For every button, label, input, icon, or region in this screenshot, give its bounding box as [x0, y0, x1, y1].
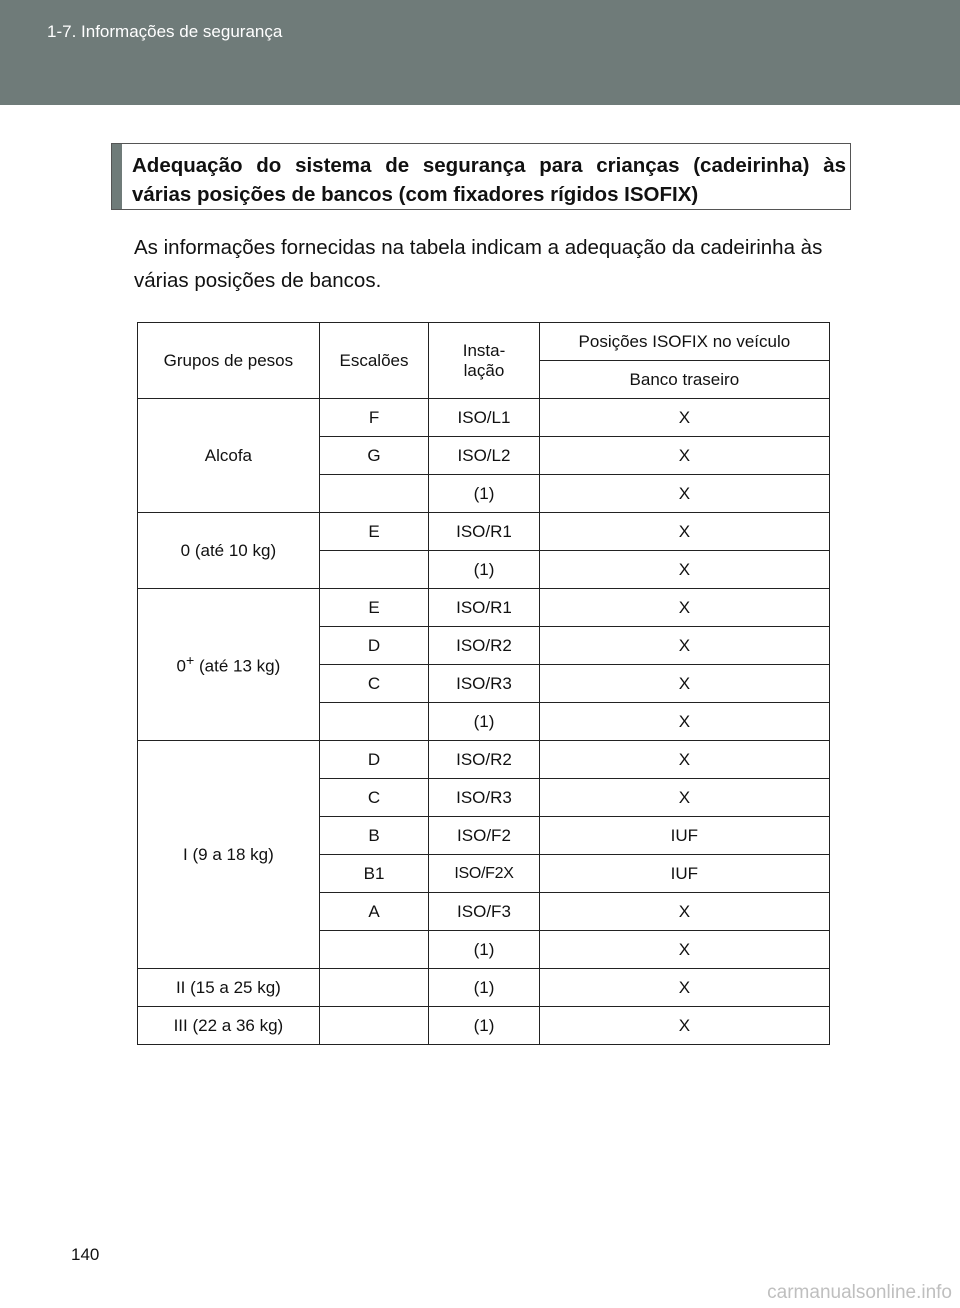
weight-group-name: II (15 a 25 kg)	[175, 977, 281, 997]
size-class-cell	[319, 551, 428, 589]
weight-group-name: 0 (até 10 kg)	[180, 540, 277, 560]
weight-group-cell	[138, 969, 320, 1007]
table-row	[138, 513, 830, 551]
size-class-cell: G	[319, 437, 428, 475]
table-body	[138, 399, 830, 1045]
table-row	[138, 969, 830, 1007]
size-class-cell	[319, 1007, 428, 1045]
installation-cell: ISO/F2X	[429, 855, 539, 893]
title-box	[111, 143, 851, 210]
size-class-cell	[319, 703, 428, 741]
size-class-cell: B	[319, 817, 428, 855]
installation-cell: (1)	[429, 551, 539, 589]
header-positions: Posições ISOFIX no veículo	[539, 323, 829, 361]
size-class-cell: A	[319, 893, 428, 931]
rear-seat-cell: X	[539, 399, 829, 437]
installation-cell: ISO/R1	[429, 589, 539, 627]
size-class-cell: E	[319, 513, 428, 551]
weight-group-cell	[138, 741, 320, 969]
section-heading: Adequação do sistema de segurança para crianças (cadeirinha) às várias posições de bancos (com fixadores rígidos ISOFIX)	[132, 154, 846, 206]
page-number: 140	[71, 1245, 100, 1264]
table-row	[138, 741, 830, 779]
installation-cell: ISO/F3	[429, 893, 539, 931]
installation-cell: ISO/R2	[429, 627, 539, 665]
rear-seat-cell: X	[539, 627, 829, 665]
rear-seat-cell: X	[539, 589, 829, 627]
installation-cell: (1)	[429, 475, 539, 513]
installation-cell: ISO/R3	[429, 665, 539, 703]
rear-seat-cell: X	[539, 665, 829, 703]
weight-group-cell	[138, 513, 320, 589]
installation-cell: ISO/F2	[429, 817, 539, 855]
rear-seat-cell: X	[539, 1007, 829, 1045]
installation-cell: ISO/R1	[429, 513, 539, 551]
installation-cell: ISO/R2	[429, 741, 539, 779]
rear-seat-cell: X	[539, 475, 829, 513]
rear-seat-cell: X	[539, 513, 829, 551]
table-row	[138, 399, 830, 437]
weight-group-range: (até 13 kg)	[194, 656, 281, 676]
size-class-cell	[319, 931, 428, 969]
size-class-cell	[319, 475, 428, 513]
weight-group-cell	[138, 589, 320, 741]
weight-group-name: III (22 a 36 kg)	[173, 1015, 284, 1035]
rear-seat-cell: IUF	[539, 817, 829, 855]
rear-seat-cell: X	[539, 437, 829, 475]
rear-seat-cell: X	[539, 779, 829, 817]
installation-cell: ISO/L1	[429, 399, 539, 437]
installation-cell: (1)	[429, 969, 539, 1007]
section-title: 1-7. Informações de segurança	[47, 22, 283, 41]
header-installation-text: Insta- lação	[462, 340, 506, 380]
title-box-accent-bar	[112, 144, 122, 209]
weight-group-name: I (9 a 18 kg)	[183, 844, 274, 864]
header-installation	[429, 323, 539, 399]
size-class-cell: E	[319, 589, 428, 627]
weight-group-cell	[138, 399, 320, 513]
rear-seat-cell: IUF	[539, 855, 829, 893]
size-class-cell: D	[319, 741, 428, 779]
intro-paragraph: As informações fornecidas na tabela indicam a adequação da cadeirinha às várias posições de bancos.	[134, 236, 823, 292]
size-class-cell: F	[319, 399, 428, 437]
weight-group-superscript: +	[185, 652, 195, 669]
installation-cell: (1)	[429, 1007, 539, 1045]
table-header-row	[138, 323, 830, 361]
size-class-cell: D	[319, 627, 428, 665]
size-class-cell	[319, 969, 428, 1007]
header-weight-groups: Grupos de pesos	[138, 323, 320, 399]
weight-group-name: 0	[176, 656, 186, 676]
table-row	[138, 1007, 830, 1045]
header-band	[0, 0, 960, 105]
rear-seat-cell: X	[539, 741, 829, 779]
rear-seat-cell: X	[539, 551, 829, 589]
rear-seat-cell: X	[539, 969, 829, 1007]
weight-group-name: Alcofa	[204, 445, 253, 465]
size-class-cell: C	[319, 779, 428, 817]
installation-cell: ISO/R3	[429, 779, 539, 817]
rear-seat-cell: X	[539, 931, 829, 969]
rear-seat-cell: X	[539, 703, 829, 741]
isofix-suitability-table	[137, 322, 830, 1045]
installation-cell: (1)	[429, 703, 539, 741]
header-size-classes: Escalões	[319, 323, 428, 399]
size-class-cell: B1	[319, 855, 428, 893]
weight-group-cell	[138, 1007, 320, 1045]
watermark: carmanualsonline.info	[767, 1282, 952, 1303]
table-row	[138, 589, 830, 627]
rear-seat-cell: X	[539, 893, 829, 931]
size-class-cell: C	[319, 665, 428, 703]
header-rear-seat: Banco traseiro	[539, 361, 829, 399]
installation-cell: (1)	[429, 931, 539, 969]
installation-cell: ISO/L2	[429, 437, 539, 475]
